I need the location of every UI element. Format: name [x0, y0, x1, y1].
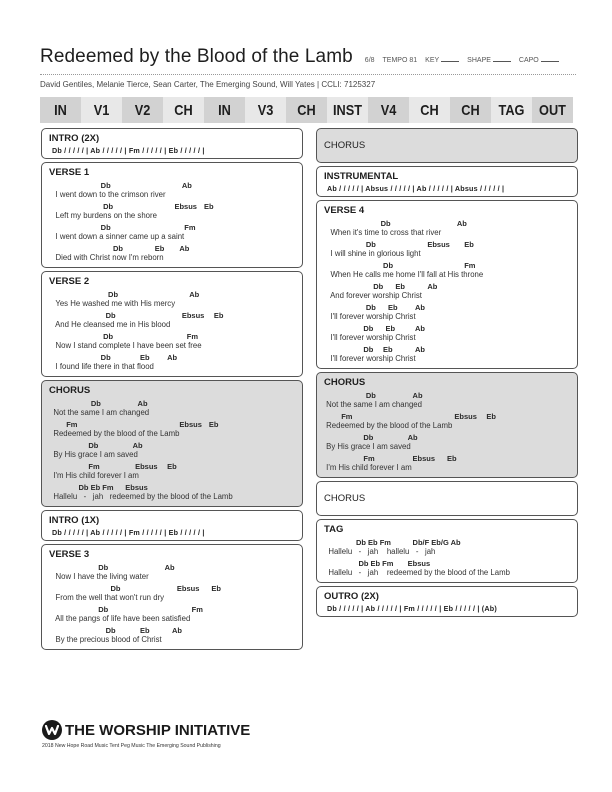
block-title: VERSE 3	[49, 549, 90, 560]
capo-blank	[541, 61, 559, 62]
chord: Eb	[486, 412, 496, 421]
tempo: TEMPO 81	[382, 57, 418, 64]
right-column	[316, 128, 578, 620]
song-block-verse-3	[41, 544, 303, 650]
lyric-text: From the well that won't run dry	[49, 593, 165, 602]
chord: Db	[380, 219, 391, 228]
chord: Eb	[385, 324, 396, 333]
title-row	[40, 46, 576, 68]
section-chip	[204, 97, 245, 123]
chord: Ab	[181, 181, 192, 190]
lyric-text: Not the same I am changed	[49, 408, 150, 417]
chord: Db	[98, 605, 109, 614]
shape-label: SHAPE	[467, 57, 491, 64]
chord: Db	[110, 584, 121, 593]
chord: Eb	[154, 244, 165, 253]
lyric-text: Died with Christ now I'm reborn	[49, 253, 164, 262]
chord: Ebsus	[125, 483, 148, 492]
lyric-line	[49, 482, 295, 502]
chord: Fm	[341, 412, 353, 421]
chord: Eb	[203, 202, 214, 211]
lyric-text: I'll forever worship Christ	[324, 312, 416, 321]
chord: Eb	[387, 303, 398, 312]
chord: Ab	[132, 441, 143, 450]
song-block-intro-2x	[41, 128, 303, 159]
chord: Ab	[179, 244, 190, 253]
song-header	[40, 46, 576, 89]
shape-field	[467, 57, 511, 64]
section-chip-label: IN	[54, 101, 67, 119]
section-chip-label: IN	[218, 101, 231, 119]
section-chip-label: INST	[332, 101, 363, 119]
block-title: INSTRUMENTAL	[324, 171, 399, 182]
lyric-line	[324, 453, 570, 473]
section-chip-label: CH	[461, 101, 480, 119]
chord-row	[49, 222, 295, 232]
chord-row	[324, 239, 570, 249]
chord: Db	[105, 311, 116, 320]
key-blank	[441, 61, 459, 62]
lyric-text: When He calls me home I'll fall at His throne	[324, 270, 484, 279]
chord-row	[49, 625, 295, 635]
chord: Ab	[412, 391, 423, 400]
chord: Db Eb Fm	[78, 483, 114, 492]
lyric-line	[324, 390, 570, 410]
chord: Fm	[186, 332, 198, 341]
lyric-text: Yes He washed me with His mercy	[49, 299, 176, 308]
chord-row	[49, 180, 295, 190]
chord: Db Eb Fm	[358, 559, 394, 568]
lyric-line	[49, 419, 295, 439]
key-label: KEY	[425, 57, 440, 64]
chord: Db	[103, 202, 114, 211]
lyric-line	[49, 562, 295, 582]
lyric-line	[49, 222, 295, 242]
lyric-text: Hallelu - jah redeemed by the blood of the Lamb	[49, 492, 233, 501]
chord: Ebsus	[135, 462, 158, 471]
chord: Ab	[172, 626, 182, 635]
lyric-line	[49, 180, 295, 200]
lyric-line	[324, 558, 570, 578]
chord: Eb	[140, 626, 150, 635]
lyric-line	[324, 323, 570, 343]
chord-bars: Db / / / / / | Ab / / / / / | Fm / / / / / | Eb / / / / / |	[52, 146, 205, 155]
song-block-outro-2x	[316, 586, 578, 617]
chord: Db	[88, 441, 99, 450]
chord: Ab	[415, 324, 426, 333]
block-title: INTRO (1X)	[49, 515, 100, 526]
block-title: CHORUS	[324, 140, 366, 151]
chord-row	[324, 558, 570, 568]
shape-blank	[493, 61, 511, 62]
section-chip-label: V1	[93, 101, 110, 119]
chord: Db	[98, 563, 109, 572]
chord: Db	[363, 345, 374, 354]
song-block-chorus	[316, 128, 578, 163]
section-chip	[40, 97, 81, 123]
section-order-bar	[40, 97, 573, 123]
lyric-line	[49, 440, 295, 460]
song-block-tag	[316, 519, 578, 583]
section-chip-label: CH	[420, 101, 439, 119]
lyric-line	[49, 625, 295, 645]
brand	[42, 720, 250, 740]
block-title: VERSE 1	[49, 167, 90, 178]
section-chip	[81, 97, 122, 123]
chord: Eb	[383, 345, 393, 354]
section-chip	[532, 97, 573, 123]
song-block-instrumental	[316, 166, 578, 197]
song-credits: David Gentiles, Melanie Tierce, Sean Carter, The Emerging Sound, Will Yates | CCLI: 7125327	[40, 80, 376, 89]
chord: Db	[103, 332, 114, 341]
block-title: VERSE 2	[49, 276, 90, 287]
section-chip	[450, 97, 491, 123]
lyric-text: I'm His child forever I am	[324, 463, 412, 472]
chord-row	[324, 390, 570, 400]
section-chip-label: V2	[134, 101, 151, 119]
chord: Ebsus	[176, 584, 200, 593]
chord: Ebsus	[181, 311, 205, 320]
lyric-line	[324, 260, 570, 280]
chord-row	[49, 419, 295, 429]
lyric-text: And He cleansed me in His blood	[49, 320, 171, 329]
chord-row	[324, 323, 570, 333]
lyric-line	[49, 201, 295, 221]
song-meta	[365, 57, 559, 64]
copyright: 2018 New Hope Road Music Tent Peg Music The Emerging Sound Publishing	[42, 743, 221, 749]
chord: Ab	[137, 399, 148, 408]
chord-row	[49, 289, 295, 299]
lyric-text: Not the same I am changed	[324, 400, 422, 409]
chord-row	[324, 453, 570, 463]
section-chip-label: V3	[257, 101, 274, 119]
chord: Ab	[189, 290, 200, 299]
song-block-chorus	[41, 380, 303, 507]
chord: Eb	[140, 353, 150, 362]
lyric-line	[49, 604, 295, 624]
song-block-chorus	[316, 481, 578, 516]
lyric-line	[324, 302, 570, 322]
chord-row	[324, 344, 570, 354]
lyric-text: I went down a sinner came up a saint	[49, 232, 185, 241]
chord-row	[324, 411, 570, 421]
chord: Db	[365, 303, 376, 312]
lyric-line	[49, 352, 295, 372]
chord-row	[49, 583, 295, 593]
chord: Db	[365, 240, 376, 249]
block-title: CHORUS	[49, 385, 91, 396]
lyric-text: Hallelu - jah hallelu - jah	[324, 547, 436, 556]
song-block-verse-1	[41, 162, 303, 268]
song-block-chorus	[316, 372, 578, 478]
lyric-line	[324, 537, 570, 557]
chord: Db	[100, 181, 111, 190]
chord-bars: Ab / / / / / | Absus / / / / / | Ab / / / / / | Absus / / / / / |	[327, 184, 505, 193]
chord: Eb	[208, 420, 219, 429]
chord-row	[324, 432, 570, 442]
section-chip	[409, 97, 450, 123]
block-title: CHORUS	[324, 377, 366, 388]
chord: Fm	[464, 261, 476, 270]
lyric-line	[324, 432, 570, 452]
chord: Eb	[464, 240, 474, 249]
key-field	[425, 57, 459, 64]
block-title: VERSE 4	[324, 205, 365, 216]
chord: Ab	[415, 303, 426, 312]
chord: Ebsus	[407, 559, 431, 568]
section-chip	[327, 97, 368, 123]
chord: Ebsus	[174, 202, 197, 211]
chord: Fm	[88, 462, 100, 471]
chord: Ab	[407, 433, 418, 442]
lyric-text: By His grace I am saved	[324, 442, 411, 451]
chord: Db	[373, 282, 384, 291]
chord: Fm	[66, 420, 78, 429]
lyric-line	[49, 398, 295, 418]
chord: Fm	[191, 605, 203, 614]
lyric-line	[324, 344, 570, 364]
section-chip-label: CH	[297, 101, 316, 119]
song-block-intro-1x	[41, 510, 303, 541]
section-chip	[163, 97, 204, 123]
section-chip-label: OUT	[539, 101, 566, 119]
chord: Ebsus	[454, 412, 477, 421]
song-title: Redeemed by the Blood of the Lamb	[40, 46, 353, 67]
chord: Ebsus	[412, 454, 436, 463]
footer	[42, 720, 250, 749]
chord-row	[49, 440, 295, 450]
chord-row	[49, 310, 295, 320]
lyric-line	[324, 411, 570, 431]
lyric-text: Left my burdens on the shore	[49, 211, 157, 220]
lyric-text: Hallelu - jah redeemed by the blood of the Lamb	[324, 568, 510, 577]
chord: Ab	[167, 353, 178, 362]
chord-row	[49, 331, 295, 341]
lyric-text: I'll forever worship Christ	[324, 333, 416, 342]
chord: Fm	[184, 223, 196, 232]
lyric-line	[49, 583, 295, 603]
chord: Eb	[395, 282, 405, 291]
lyric-text: When it's time to cross that river	[324, 228, 442, 237]
chord: Ab	[164, 563, 175, 572]
chord-row	[49, 562, 295, 572]
lyric-line	[49, 243, 295, 263]
section-chip	[122, 97, 163, 123]
lyric-line	[324, 281, 570, 301]
chord-bars: Db / / / / / | Ab / / / / / | Fm / / / / / | Eb / / / / / | (Ab)	[327, 604, 497, 613]
lyric-text: I'm His child forever I am	[49, 471, 139, 480]
section-chip	[286, 97, 327, 123]
section-chip	[368, 97, 409, 123]
chord: Db/F Eb/G Ab	[412, 538, 461, 547]
lyric-text: And forever worship Christ	[324, 291, 422, 300]
lyric-text: Now I stand complete I have been set free	[49, 341, 202, 350]
chord: Ebsus	[179, 420, 202, 429]
section-chip	[245, 97, 286, 123]
lyric-text: I went down to the crimson river	[49, 190, 166, 199]
chord-row	[324, 302, 570, 312]
chord: Ebsus	[427, 240, 450, 249]
song-block-verse-2	[41, 271, 303, 377]
chord: Eb	[211, 584, 221, 593]
chord: Eb	[167, 462, 177, 471]
chord: Db	[100, 223, 111, 232]
lyric-line	[324, 218, 570, 238]
capo-field	[519, 57, 559, 64]
chord: Db	[105, 626, 116, 635]
chord: Db	[363, 433, 374, 442]
worship-initiative-logo-icon	[42, 720, 62, 740]
lyric-line	[49, 310, 295, 330]
chord: Db	[90, 399, 101, 408]
chord-row	[324, 537, 570, 547]
lyric-line	[49, 461, 295, 481]
left-column	[41, 128, 303, 653]
block-title: INTRO (2X)	[49, 133, 100, 144]
block-title: CHORUS	[324, 493, 366, 504]
dotted-divider	[40, 74, 576, 76]
lyric-line	[49, 331, 295, 351]
chord: Ab	[427, 282, 438, 291]
chord: Db	[363, 324, 374, 333]
lyric-text: By His grace I am saved	[49, 450, 138, 459]
lyric-text: I'll forever worship Christ	[324, 354, 416, 363]
chord-row	[49, 201, 295, 211]
section-chip	[491, 97, 532, 123]
lyric-text: I found life there in that flood	[49, 362, 154, 371]
block-title: OUTRO (2X)	[324, 591, 379, 602]
chord: Eb	[447, 454, 457, 463]
chord-row	[324, 260, 570, 270]
chord-row	[49, 482, 295, 492]
section-chip-label: V4	[380, 101, 397, 119]
chord: Ab	[456, 219, 467, 228]
chord-row	[49, 243, 295, 253]
section-chip-label: TAG	[498, 101, 525, 119]
chord-row	[324, 281, 570, 291]
lyric-text: Redeemed by the blood of the Lamb	[49, 429, 180, 438]
chord: Eb	[213, 311, 224, 320]
chord: Db	[365, 391, 376, 400]
chord: Db	[100, 353, 111, 362]
brand-name: THE WORSHIP INITIATIVE	[65, 721, 251, 739]
chord-bars: Db / / / / / | Ab / / / / / | Fm / / / / / | Eb / / / / / |	[52, 528, 205, 537]
lyric-line	[324, 239, 570, 259]
chord-row	[49, 398, 295, 408]
chord-row	[49, 604, 295, 614]
chord: Db	[383, 261, 394, 270]
time-signature: 6/8	[364, 57, 375, 64]
section-chip-label: CH	[174, 101, 193, 119]
chord: Db	[108, 290, 119, 299]
lyric-text: Redeemed by the blood of the Lamb	[324, 421, 453, 430]
lyric-text: Now I have the living water	[49, 572, 149, 581]
chord-row	[49, 461, 295, 471]
chord: Db	[112, 244, 123, 253]
capo-label: CAPO	[518, 57, 539, 64]
lyric-line	[49, 289, 295, 309]
block-title: TAG	[324, 524, 344, 535]
chord: Db Eb Fm	[355, 538, 391, 547]
chord-row	[324, 218, 570, 228]
lyric-text: By the precious blood of Christ	[49, 635, 162, 644]
lyric-text: I will shine in glorious light	[324, 249, 421, 258]
song-block-verse-4	[316, 200, 578, 369]
lyric-text: All the pangs of life have been satisfied	[49, 614, 191, 623]
chord: Ab	[415, 345, 426, 354]
chord: Fm	[363, 454, 375, 463]
chord-row	[49, 352, 295, 362]
